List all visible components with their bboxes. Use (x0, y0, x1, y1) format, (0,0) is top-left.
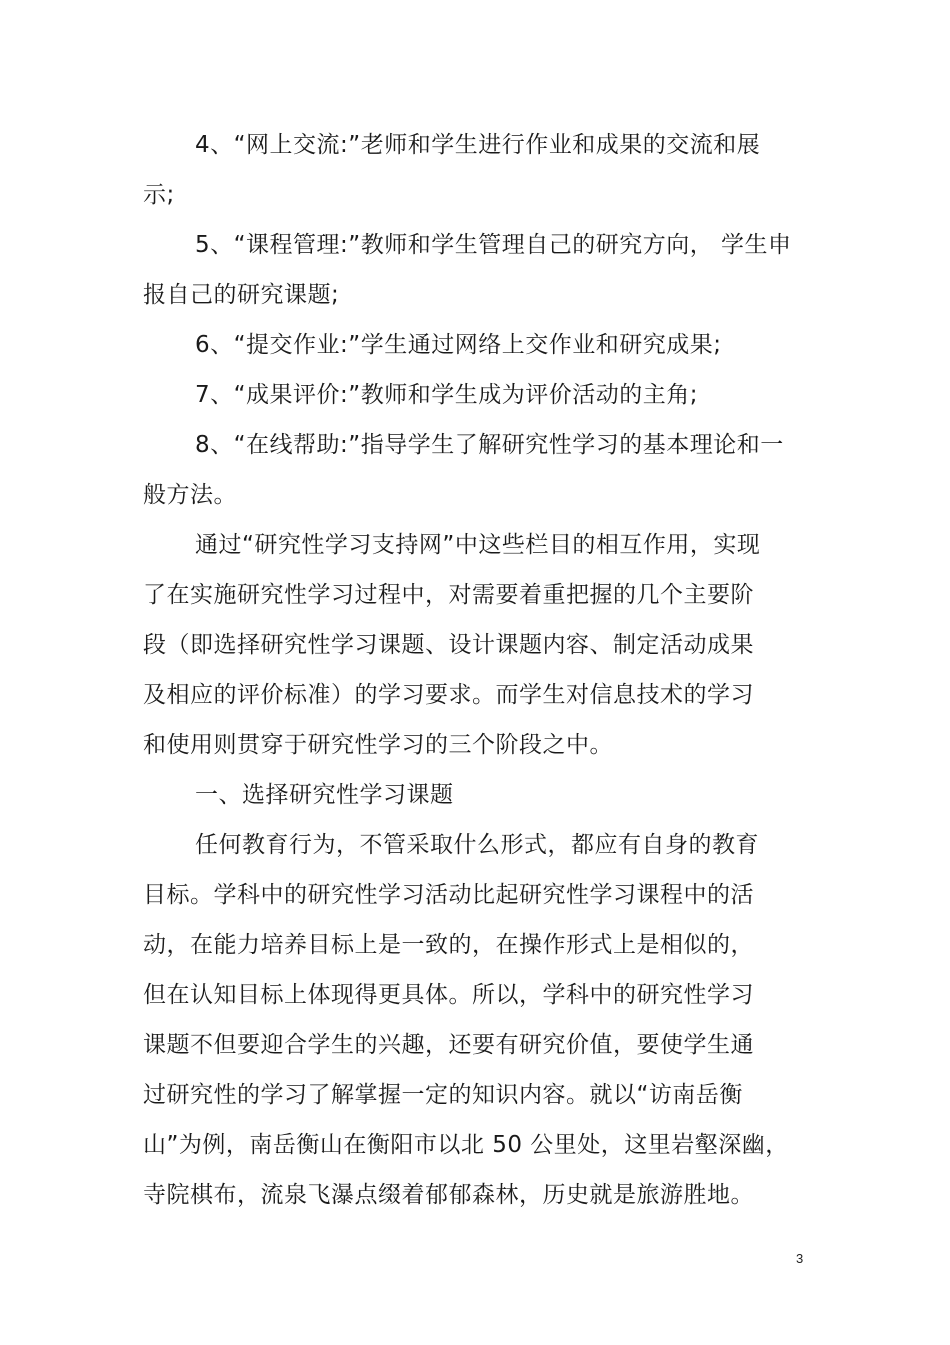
text-line: 7、“成果评价:”教师和学生成为评价活动的主角; (195, 382, 698, 408)
text-line: 但在认知目标上体现得更具体。所以，学科中的研究性学习 (143, 982, 754, 1008)
text-line: 8、“在线帮助:”指导学生了解研究性学习的基本理论和一 (195, 432, 784, 458)
text-line: 任何教育行为，不管采取什么形式，都应有自身的教育 (195, 832, 759, 858)
text-line: 过研究性的学习了解掌握一定的知识内容。就以“访南岳衡 (143, 1082, 743, 1108)
text-line: 动，在能力培养目标上是一致的，在操作形式上是相似的， (143, 932, 754, 958)
text-line: 寺院棋布，流泉飞瀑点缀着郁郁森林，历史就是旅游胜地。 (143, 1182, 754, 1208)
text-line: 及相应的评价标准）的学习要求。而学生对信息技术的学习 (143, 682, 754, 708)
text-line: 段（即选择研究性学习课题、设计课题内容、制定活动成果 (143, 632, 754, 658)
section-heading: 一、选择研究性学习课题 (195, 782, 454, 808)
text-line: 和使用则贯穿于研究性学习的三个阶段之中。 (143, 732, 613, 758)
text-line: 报自己的研究课题; (143, 282, 340, 308)
text-line: 通过“研究性学习支持网”中这些栏目的相互作用，实现 (195, 532, 761, 558)
text-line: 般方法。 (143, 482, 237, 508)
page-number: 3 (796, 1251, 804, 1266)
text-line: 示; (143, 182, 175, 208)
text-line: 目标。学科中的研究性学习活动比起研究性学习课程中的活 (143, 882, 754, 908)
text-line: 山”为例，南岳衡山在衡阳市以北 50 公里处，这里岩壑深幽， (143, 1132, 789, 1158)
text-line: 6、“提交作业:”学生通过网络上交作业和研究成果; (195, 332, 722, 358)
text-line: 课题不但要迎合学生的兴趣，还要有研究价值，要使学生通 (143, 1032, 754, 1058)
text-line: 4、“网上交流:”老师和学生进行作业和成果的交流和展 (195, 132, 761, 158)
text-line: 了在实施研究性学习过程中，对需要着重把握的几个主要阶 (143, 582, 754, 608)
text-line: 5、“课程管理:”教师和学生管理自己的研究方向， 学生申 (195, 232, 792, 258)
